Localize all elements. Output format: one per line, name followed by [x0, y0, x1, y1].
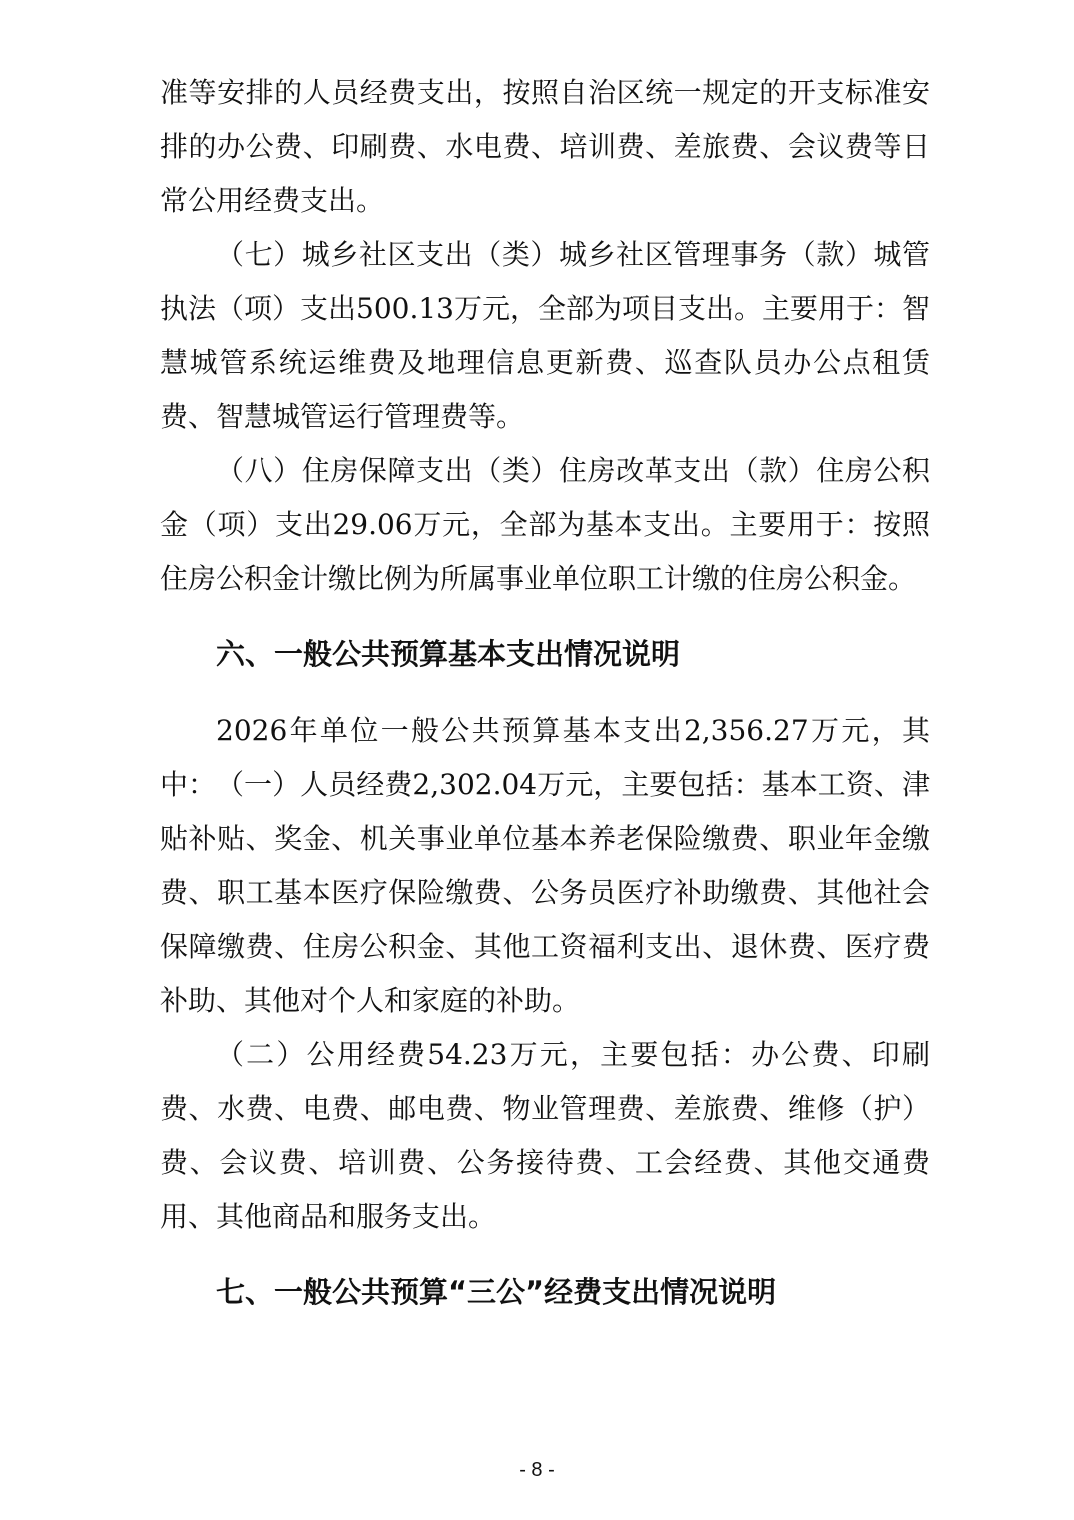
page-number: - 8 - [519, 1459, 555, 1481]
section-6-intro: 2026年单位一般公共预算基本支出2,356.27万元，其中： [160, 714, 930, 801]
paragraph-item-8: （八）住房保障支出（类）住房改革支出（款）住房公积金（项）支出29.06万元，全部为基本支出。主要用于：按照住房公积金计缴比例为所属事业单位职工计缴的住房公积金。 [160, 454, 930, 595]
section-6-item-2: （二）公用经费54.23万元，主要包括：办公费、印刷费、水费、电费、邮电费、物业管理费、差旅费、维修（护）费、会议费、培训费、公务接待费、工会经费、其他交通费用、其他商品和服务支出。 [160, 1038, 930, 1233]
section-7-heading: 七、一般公共预算“三公”经费支出情况说明 [216, 1275, 777, 1309]
section-6-item-1: （一）人员经费2,302.04万元，主要包括：基本工资、津贴补贴、奖金、机关事业单位基本养老保险缴费、职业年金缴费、职工基本医疗保险缴费、公务员医疗补助缴费、其他社会保障缴费、住房公积金、其他工资福利支出、退休费、医疗费补助、其他对个人和家庭的补助。 [160, 768, 930, 1017]
section-6-heading: 六、一般公共预算基本支出情况说明 [216, 637, 681, 671]
paragraph-item-7: （七）城乡社区支出（类）城乡社区管理事务（款）城管执法（项）支出500.13万元，全部为项目支出。主要用于：智慧城管系统运维费及地理信息更新费、巡查队员办公点租赁费、智慧城管运行管理费等。 [160, 238, 930, 433]
paragraph-continuation: 准等安排的人员经费支出，按照自治区统一规定的开支标准安排的办公费、印刷费、水电费、培训费、差旅费、会议费等日常公用经费支出。 [160, 76, 930, 217]
